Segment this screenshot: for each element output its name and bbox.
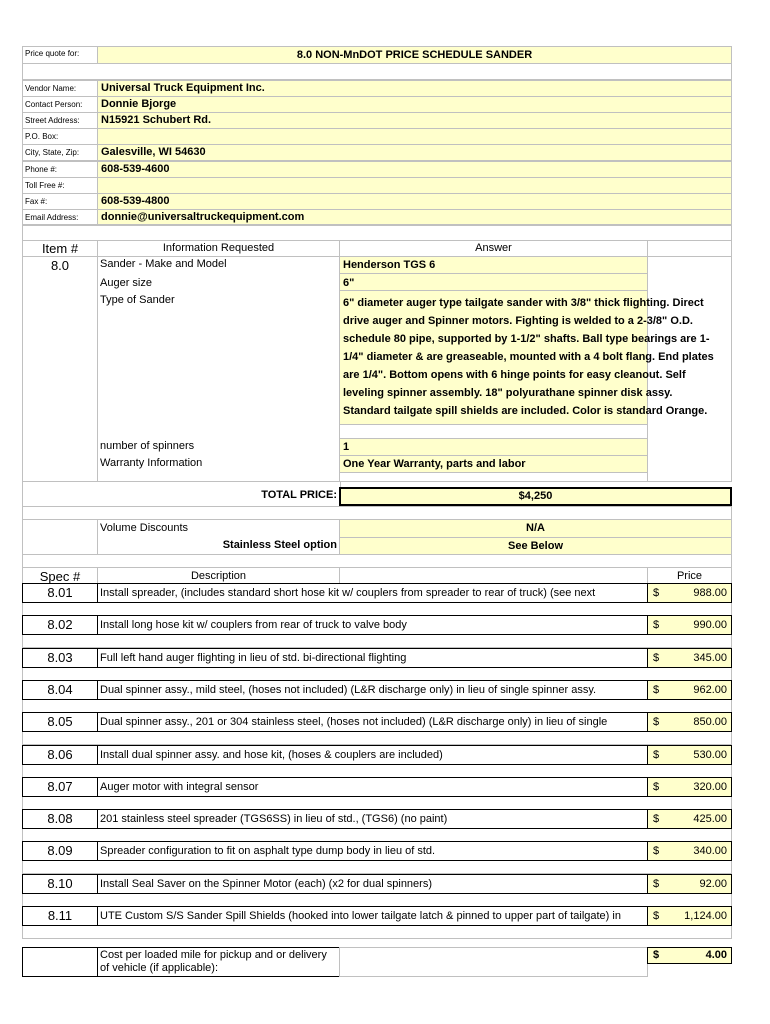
spec-currency: $ xyxy=(653,749,660,761)
vendor-field-label: P.O. Box: xyxy=(25,132,59,141)
description-header-cell xyxy=(97,567,340,584)
spec-price-cell[interactable] xyxy=(647,680,732,700)
pre-volume-spacer xyxy=(22,506,732,520)
spec-currency: $ xyxy=(653,813,660,825)
total-price-label: TOTAL PRICE: xyxy=(261,489,337,501)
spec-currency: $ xyxy=(653,684,660,696)
price-quote-label: Price quote for: xyxy=(25,49,80,58)
spec-header-blank xyxy=(339,567,648,584)
answer-header-cell xyxy=(339,240,648,257)
page-title: 8.0 NON-MnDOT PRICE SCHEDULE SANDER xyxy=(296,49,533,61)
price-quote-label-cell xyxy=(22,46,98,64)
answer-spinners: 1 xyxy=(343,441,350,453)
vendor-field-label-cell xyxy=(22,177,98,194)
vendor-field-value-cell[interactable] xyxy=(97,96,732,113)
volume-discounts-label: Volume Discounts xyxy=(100,522,189,534)
cost-per-mile-price-cell[interactable] xyxy=(647,947,732,964)
spec-price: 92.00 xyxy=(699,878,727,890)
vendor-field-label-cell xyxy=(22,112,98,129)
vendor-field-value-cell[interactable] xyxy=(97,128,732,145)
label-type-of-sander: Type of Sander xyxy=(100,294,175,306)
spec-number: 8.03 xyxy=(47,650,73,665)
spec-price: 990.00 xyxy=(693,619,727,631)
spec-price-cell[interactable] xyxy=(647,874,732,894)
spec-number: 8.11 xyxy=(47,908,73,923)
spec-price: 340.00 xyxy=(693,845,727,857)
total-price-cell xyxy=(339,487,732,506)
total-price-value: $4,250 xyxy=(518,490,553,502)
vendor-field-value: donnie@universaltruckequipment.com xyxy=(101,211,305,223)
label-make-model: Sander - Make and Model xyxy=(100,258,227,270)
info-spacer-row xyxy=(22,224,732,241)
spec-number-cell xyxy=(22,583,98,603)
spec-price-cell[interactable] xyxy=(647,745,732,765)
spec-currency: $ xyxy=(653,910,660,922)
cost-per-mile-blank xyxy=(22,947,98,977)
cost-per-mile-desc-cell xyxy=(97,947,340,977)
spec-description: Install long hose kit w/ couplers from rear of truck to valve body xyxy=(100,619,407,631)
spec-description-cell xyxy=(97,583,648,603)
description-column-header: Description xyxy=(190,570,247,582)
vendor-field-value: 608-539-4600 xyxy=(101,163,170,175)
stainless-option-value: See Below xyxy=(507,540,564,552)
vendor-field-label-cell xyxy=(22,128,98,145)
spec-price: 425.00 xyxy=(693,813,727,825)
spec-description-cell xyxy=(97,874,648,894)
vendor-field-label-cell xyxy=(22,96,98,113)
spec-number: 8.05 xyxy=(47,714,73,729)
spec-number-cell xyxy=(22,777,98,797)
answer-type-line: Standard tailgate spill shields are included. Color is standard Orange. xyxy=(343,405,708,417)
vendor-field-label: City, State, Zip: xyxy=(25,148,80,157)
spec-price: 345.00 xyxy=(693,652,727,664)
answer-type-text xyxy=(340,291,714,420)
spec-description-cell xyxy=(97,712,648,732)
vendor-field-label-cell xyxy=(22,80,98,97)
spec-description: Spreader configuration to fit on asphalt type dump body in lieu of std. xyxy=(100,845,436,857)
spec-description: Auger motor with integral sensor xyxy=(100,781,259,793)
spec-number-cell xyxy=(22,680,98,700)
spec-row-spacer xyxy=(22,667,732,681)
vendor-field-value-cell[interactable] xyxy=(97,144,732,161)
spec-description: Full left hand auger flighting in lieu of std. bi-directional flighting xyxy=(100,652,407,664)
answer-type-cell xyxy=(339,290,714,425)
spec-number: 8.10 xyxy=(47,876,73,891)
spec-description: Install spreader, (includes standard short hose kit w/ couplers from spreader to rear of truck) (see next xyxy=(100,587,596,599)
spec-row-spacer xyxy=(22,602,732,616)
spec-currency: $ xyxy=(653,587,660,599)
spec-number: 8.01 xyxy=(47,585,73,600)
answer-spacer-cell xyxy=(339,424,648,439)
spec-description: Install dual spinner assy. and hose kit, (hoses & couplers are included) xyxy=(100,749,443,761)
spec-price: 1,124.00 xyxy=(684,910,727,922)
vendor-field-label-cell xyxy=(22,161,98,178)
vendor-field-label: Phone #: xyxy=(25,165,58,174)
header-blank-cell xyxy=(647,240,732,257)
vendor-field-label: Email Address: xyxy=(25,213,79,222)
answer-warranty: One Year Warranty, parts and labor xyxy=(343,458,526,470)
spec-currency: $ xyxy=(653,652,660,664)
spec-row-spacer xyxy=(22,925,732,939)
spec-description-cell xyxy=(97,809,648,829)
spec-number-cell xyxy=(22,809,98,829)
spec-description-cell xyxy=(97,745,648,765)
answer-type-line: 6" diameter auger type tailgate sander with 3/8" thick flighting. Direct xyxy=(343,297,704,309)
spec-number-cell xyxy=(22,712,98,732)
spec-price-cell[interactable] xyxy=(647,615,732,635)
cost-per-mile-line: Cost per loaded mile for pickup and or delivery xyxy=(100,949,327,961)
cost-per-mile-currency: $ xyxy=(653,949,660,961)
spec-price: 988.00 xyxy=(693,587,727,599)
spec-price-cell[interactable] xyxy=(647,712,732,732)
price-header-cell xyxy=(647,567,732,584)
spec-row-spacer xyxy=(22,699,732,713)
information-column-header: Information Requested xyxy=(162,242,275,254)
spec-price-cell[interactable] xyxy=(647,777,732,797)
spec-row-spacer xyxy=(22,860,732,874)
spec-number: 8.08 xyxy=(47,811,73,826)
vendor-field-value-cell[interactable] xyxy=(97,177,732,194)
answer-spinners-cell xyxy=(339,438,648,456)
spec-price-cell[interactable] xyxy=(647,906,732,926)
vendor-field-label-cell xyxy=(22,144,98,161)
spec-price-cell[interactable] xyxy=(647,809,732,829)
cost-per-mile-line: of vehicle (if applicable): xyxy=(100,962,219,974)
cost-per-mile-spacer xyxy=(339,947,648,977)
spec-number-cell xyxy=(22,648,98,668)
vendor-field-label-cell xyxy=(22,193,98,210)
vendor-field-value-cell[interactable] xyxy=(97,193,732,210)
spec-description-cell xyxy=(97,777,648,797)
item-column-header: Item # xyxy=(41,241,79,256)
spec-currency: $ xyxy=(653,716,660,728)
spec-price-cell[interactable] xyxy=(647,583,732,603)
price-column-header: Price xyxy=(676,570,703,582)
spec-description: Dual spinner assy., mild steel, (hoses not included) (L&R discharge only) in lieu of single spinner assy. xyxy=(100,684,597,696)
spec-description-cell xyxy=(97,648,648,668)
vendor-field-value: 608-539-4800 xyxy=(101,195,170,207)
vendor-field-value: N15921 Schubert Rd. xyxy=(101,114,212,126)
pre-spec-spacer xyxy=(22,554,732,568)
item-number-cell xyxy=(22,256,98,482)
vendor-field-value-cell[interactable] xyxy=(97,80,732,97)
vendor-field-label: Street Address: xyxy=(25,116,80,125)
answer-spacer-cell xyxy=(339,472,648,482)
answer-type-line: drive auger and Spinner motors. Fighting is welded to a 2-3/8" O.D. xyxy=(343,315,693,327)
spec-currency: $ xyxy=(653,878,660,890)
spec-price: 850.00 xyxy=(693,716,727,728)
spec-column-header: Spec # xyxy=(39,569,81,584)
label-warranty: Warranty Information xyxy=(100,457,203,469)
volume-discounts-value: N/A xyxy=(526,522,545,534)
answer-auger-size: 6" xyxy=(343,277,355,289)
answer-make-model-cell xyxy=(339,256,648,274)
vendor-field-value: Galesville, WI 54630 xyxy=(101,146,206,158)
spec-price-cell[interactable] xyxy=(647,648,732,668)
spec-description: 201 stainless steel spreader (TGS6SS) in lieu of std., (TGS6) (no paint) xyxy=(100,813,448,825)
answer-type-line: leveling spinner assembly. 18" polyurathane spinner disk assy. xyxy=(343,387,673,399)
stainless-option-label: Stainless Steel option xyxy=(222,539,337,551)
spec-currency: $ xyxy=(653,781,660,793)
spec-price-cell[interactable] xyxy=(647,841,732,861)
vendor-field-label: Contact Person: xyxy=(25,100,83,109)
spec-price: 320.00 xyxy=(693,781,727,793)
vendor-field-label: Toll Free #: xyxy=(25,181,65,190)
label-auger-size: Auger size xyxy=(100,277,152,289)
spec-description: Install Seal Saver on the Spinner Motor (each) (x2 for dual spinners) xyxy=(100,878,432,890)
spec-row-spacer xyxy=(22,731,732,745)
answer-column-header: Answer xyxy=(475,242,512,254)
vendor-field-value: Donnie Bjorge xyxy=(101,98,177,110)
spec-description-cell xyxy=(97,841,648,861)
spec-description: Dual spinner assy., 201 or 304 stainless steel, (hoses not included) (L&R discharge only) in lieu of single xyxy=(100,716,608,728)
spec-currency: $ xyxy=(653,619,660,631)
spec-number: 8.04 xyxy=(47,682,73,697)
spec-description-cell xyxy=(97,680,648,700)
spec-number: 8.02 xyxy=(47,617,73,632)
spec-header-cell xyxy=(22,567,98,584)
spec-price: 530.00 xyxy=(693,749,727,761)
spec-number-cell xyxy=(22,906,98,926)
spec-number-cell xyxy=(22,874,98,894)
answer-type-line: 1/4" diameter & are greaseable, mounted with a 4 bolt flang. End plates xyxy=(343,351,714,363)
spec-row-spacer xyxy=(22,828,732,842)
spec-description-cell xyxy=(97,906,648,926)
spec-number-cell xyxy=(22,841,98,861)
stainless-value-cell xyxy=(339,537,732,555)
spec-row-spacer xyxy=(22,893,732,907)
spec-currency: $ xyxy=(653,845,660,857)
cost-per-mile-price: 4.00 xyxy=(705,949,727,961)
spec-number: 8.09 xyxy=(47,843,73,858)
info-header-cell xyxy=(97,240,340,257)
spec-price: 962.00 xyxy=(693,684,727,696)
answer-type-line: are 1/4". Bottom opens with 6 hinge points for easy cleanout. Self xyxy=(343,369,686,381)
spec-description: UTE Custom S/S Sander Spill Shields (hooked into lower tailgate latch & pinned to upper part of tailgate) in xyxy=(100,910,621,922)
spec-number-cell xyxy=(22,745,98,765)
volume-value-cell xyxy=(339,519,732,538)
title-cell xyxy=(97,46,732,64)
spacer-row xyxy=(22,63,732,80)
spec-number: 8.07 xyxy=(47,779,73,794)
spec-number-cell xyxy=(22,615,98,635)
vendor-field-value-cell[interactable] xyxy=(97,112,732,129)
vendor-field-value: Universal Truck Equipment Inc. xyxy=(101,82,265,94)
item-header-cell xyxy=(22,240,98,257)
spec-row-spacer xyxy=(22,634,732,648)
vendor-field-value-cell[interactable] xyxy=(97,161,732,178)
answer-auger-size-cell xyxy=(339,273,648,291)
label-number-of-spinners: number of spinners xyxy=(100,440,195,452)
answer-type-line: schedule 80 pipe, supported by 1-1/2" shafts. Ball type bearings are 1- xyxy=(343,333,710,345)
item-number: 8.0 xyxy=(50,258,70,273)
spec-description-cell xyxy=(97,615,648,635)
spec-row-spacer xyxy=(22,796,732,810)
answer-warranty-cell xyxy=(339,455,648,473)
answer-make-model: Henderson TGS 6 xyxy=(343,259,436,271)
vendor-field-label: Fax #: xyxy=(25,197,48,206)
volume-row-left xyxy=(22,519,98,555)
spec-number: 8.06 xyxy=(47,747,73,762)
vendor-field-label: Vendor Name: xyxy=(25,84,77,93)
spec-row-spacer xyxy=(22,764,732,778)
